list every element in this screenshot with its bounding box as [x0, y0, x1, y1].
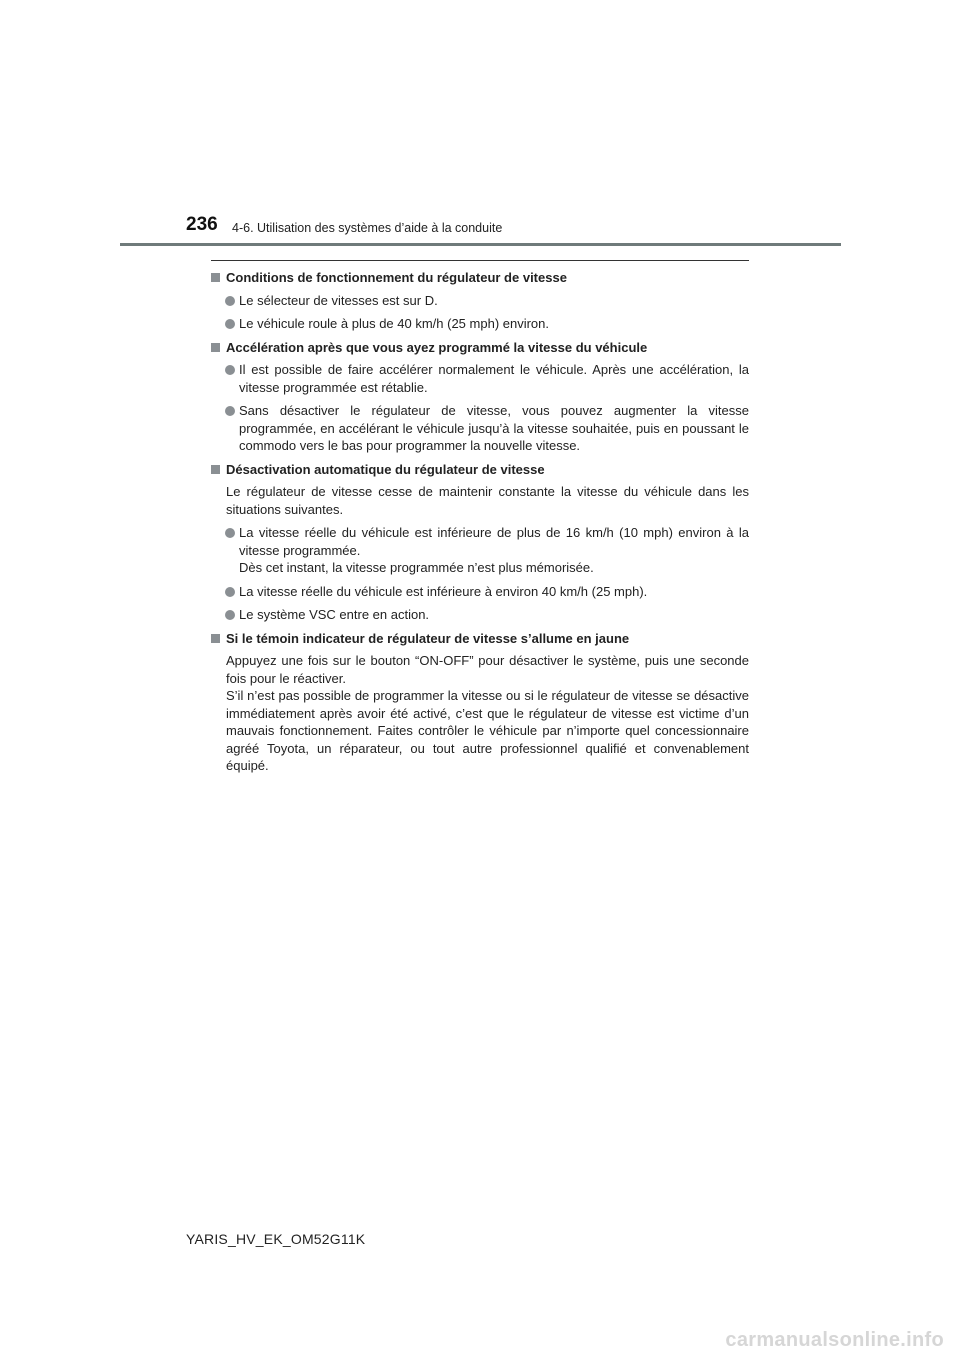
- list-item: [225, 402, 749, 455]
- chapter-title: 4-6. Utilisation des systèmes d’aide à la conduite: [232, 221, 503, 235]
- list-item: [225, 583, 749, 601]
- heading-text: Conditions de fonctionnement du régulateur de vitesse: [226, 270, 567, 285]
- section-intro: Le régulateur de vitesse cesse de maintenir constante la vitesse du véhicule dans les situations suivantes.: [226, 484, 749, 517]
- section-heading: [211, 269, 749, 287]
- square-bullet-icon: [211, 273, 220, 282]
- list-item-text: Sans désactiver le régulateur de vitesse, vous pouvez augmenter la vitesse programmée, en accélérant le véhicule jusqu’à la vitesse souhaitée, puis en poussant le commodo vers le bas pour programmer la nouvelle vitesse.: [239, 403, 749, 453]
- list-item-text: Le système VSC entre en action.: [239, 607, 430, 622]
- square-bullet-icon: [211, 634, 220, 643]
- list-item-text: La vitesse réelle du véhicule est inférieure à environ 40 km/h (25 mph).: [239, 583, 648, 599]
- section-conditions: [211, 269, 749, 333]
- page-number: 236: [186, 214, 218, 235]
- section-acceleration: [211, 339, 749, 455]
- circle-bullet-icon: [225, 587, 235, 597]
- section-paragraph: Appuyez une fois sur le bouton “ON-OFF” pour désactiver le système, puis une seconde fois pour le réactiver. S’il n’est pas possible de programmer la vitesse ou si le régulateur de vitesse se désactive immédiatement après avoir été activé, c’est que le régulateur de vitesse est victime d’un mauvais fonctionnement. Faites contrôler le véhicule par n’importe quel concessionnaire agréé Toyota, un réparateur, ou tout autre professionnel qualifié et convenablement équipé.: [226, 653, 749, 773]
- content: [211, 269, 749, 781]
- square-bullet-icon: [211, 465, 220, 474]
- section-rule: [211, 260, 749, 261]
- list-item-text: Le sélecteur de vitesses est sur D.: [239, 292, 438, 308]
- circle-bullet-icon: [225, 610, 235, 620]
- section-heading: [211, 461, 749, 479]
- list-item-text: La vitesse réelle du véhicule est inférieure de plus de 16 km/h (10 mph) environ à la vitesse programmée. Dès cet instant, la vitesse programmée n’est plus mémorisée.: [239, 525, 749, 575]
- heading-text: Si le témoin indicateur de régulateur de vitesse s’allume en jaune: [226, 630, 630, 646]
- section-yellow-indicator: [211, 630, 749, 775]
- list-item: [225, 361, 749, 396]
- circle-bullet-icon: [225, 406, 235, 416]
- list-item: [225, 606, 749, 624]
- section-auto-cancel: [211, 461, 749, 624]
- square-bullet-icon: [211, 343, 220, 352]
- list-item: [225, 315, 749, 333]
- list-item-text: Il est possible de faire accélérer normalement le véhicule. Après une accélération, la vitesse programmée est rétablie.: [239, 362, 749, 395]
- heading-text: Accélération après que vous ayez programmé la vitesse du véhicule: [226, 339, 648, 355]
- header-rule: [120, 243, 841, 246]
- section-heading: [211, 339, 749, 357]
- circle-bullet-icon: [225, 528, 235, 538]
- circle-bullet-icon: [225, 365, 235, 375]
- list-item-text: Le véhicule roule à plus de 40 km/h (25 mph) environ.: [239, 316, 550, 331]
- list-item: [225, 524, 749, 577]
- list-item: [225, 292, 749, 310]
- circle-bullet-icon: [225, 296, 235, 306]
- circle-bullet-icon: [225, 319, 235, 329]
- footer-doc-code: YARIS_HV_EK_OM52G11K: [186, 1231, 366, 1247]
- watermark: carmanualsonline.info: [725, 1329, 944, 1351]
- section-heading: [211, 630, 749, 648]
- heading-text: Désactivation automatique du régulateur de vitesse: [226, 461, 545, 477]
